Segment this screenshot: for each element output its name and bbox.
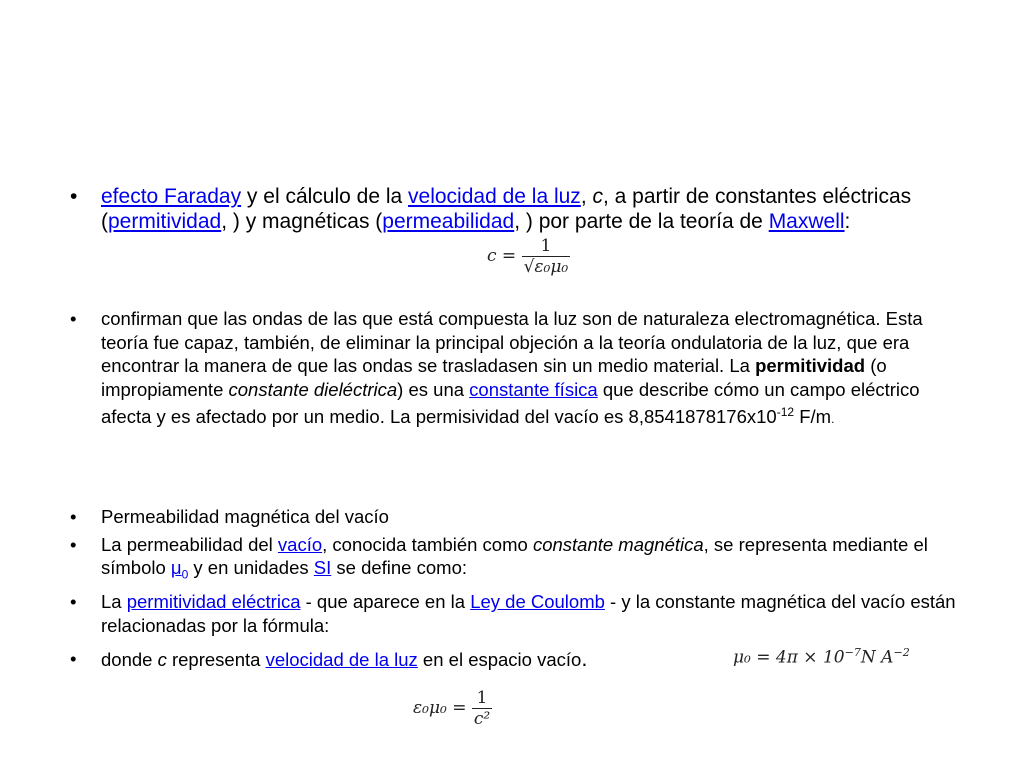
- fraction: $\frac{1}{\text{c²}}$: [473, 688, 491, 729]
- list-item: • donde c representa velocidad de la luz en el espacio vacío.: [70, 646, 588, 672]
- link-velocidad-luz-2[interactable]: velocidad de la luz: [265, 649, 418, 671]
- formula-mu0: $\mu_0 = 4\pi \times 10^{-7}N$ $A^{-2}$: [733, 646, 910, 668]
- link-mu0[interactable]: $\mu_0$: [170, 557, 189, 582]
- link-si[interactable]: SI: [313, 557, 332, 578]
- link-constante-fisica[interactable]: constante física: [469, 378, 598, 400]
- link-permeabilidad[interactable]: permeabilidad: [382, 210, 515, 233]
- bullet: •: [70, 591, 77, 613]
- link-permitividad[interactable]: permitividad: [108, 210, 222, 233]
- list-item: • Permeabilidad magnética del vacío: [70, 506, 389, 527]
- formula-epsilon-mu: ε₀μ₀ = $\frac{1}{\text{c²}}$: [413, 688, 491, 729]
- link-vacio[interactable]: vacío: [277, 533, 323, 555]
- link-ley-coulomb[interactable]: Ley de Coulomb: [470, 591, 605, 613]
- bullet: •: [70, 648, 77, 670]
- bullet: •: [70, 308, 77, 329]
- list-item: • La permeabilidad del vacío, conocida también como constante magnética, se representa mediante el símbolo $\mu_0$ y en unidades SI se define como:: [70, 533, 928, 582]
- link-permitividad-electrica[interactable]: permitividad eléctrica: [126, 591, 301, 613]
- fraction: $\frac{1}{\text{√ε₀μ₀}}$: [523, 236, 569, 277]
- list-item: • La permitividad eléctrica - que aparece en la Ley de Coulomb - y la constante magnética del vacío están relacionadas por la fórmula:: [70, 591, 956, 636]
- link-efecto-faraday[interactable]: efecto Faraday: [101, 185, 242, 208]
- link-velocidad-luz[interactable]: velocidad de la luz: [408, 185, 581, 208]
- formula-speed-of-light: c = $\frac{1}{\text{√ε₀μ₀}}$: [487, 236, 569, 277]
- paragraph-maxwell: • efecto Faraday y el cálculo de la velocidad de la luz, c, a partir de constantes eléctricas (permitividad, ) y magnéticas (permeabilidad, ) por parte de la teoría de Maxwell:: [70, 185, 912, 233]
- link-maxwell[interactable]: Maxwell: [768, 210, 845, 233]
- bullet: •: [70, 506, 77, 527]
- bullet: •: [70, 185, 78, 208]
- bullet: •: [70, 533, 77, 555]
- paragraph-permitividad: • confirman que las ondas de las que está compuesta la luz son de naturaleza electromagnética. Esta teoría fue capaz, también, de eliminar la principal objeción a la teoría ondulatoria de la luz, que era encontrar la manera de que las ondas se trasladasen sin un medio material. La permitividad (o impropiamente constante dieléctrica) es una constante física que describe cómo un campo eléctrico afecta y es afectado por un medio. La permisividad del vacío es $8,8541878176x10^{-12}$ F/m.: [70, 308, 923, 428]
